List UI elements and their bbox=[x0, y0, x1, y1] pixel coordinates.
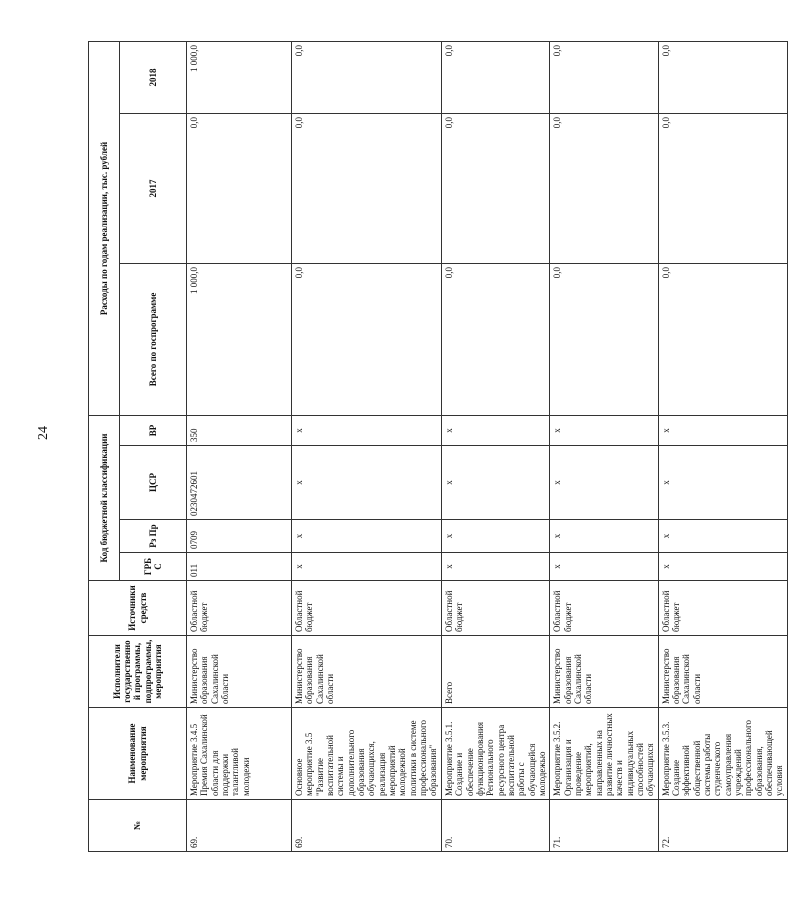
cell-name: Мероприятие 3.5.1. Создание и обеспечение функционирования Регионального ресурсного центра воспитательной работы с обучающейся молодежью bbox=[441, 708, 549, 800]
cell-csr: x bbox=[441, 446, 549, 520]
cell-vr: x bbox=[292, 415, 442, 445]
header-name: Наименование мероприятия bbox=[89, 708, 187, 800]
cell-executor: Министерство образования Сахалинской области bbox=[658, 636, 787, 708]
header-row-top bbox=[89, 41, 120, 851]
cell-csr: x bbox=[550, 446, 658, 520]
table-row bbox=[441, 41, 549, 851]
cell-num: 69. bbox=[292, 800, 442, 852]
header-num: № bbox=[89, 800, 187, 852]
cell-grbs: 011 bbox=[187, 553, 292, 581]
header-budget-code: Код бюджетной классификации bbox=[89, 415, 120, 580]
cell-rzpr: 0709 bbox=[187, 520, 292, 553]
header-rzpr: Рз Пр bbox=[120, 520, 187, 553]
cell-2018: 0,0 bbox=[292, 41, 442, 113]
cell-executor: Всего bbox=[441, 636, 549, 708]
cell-num: 70. bbox=[441, 800, 549, 852]
cell-2018: 0,0 bbox=[441, 41, 549, 113]
cell-source: Областной бюджет bbox=[550, 581, 658, 636]
cell-source: Областной бюджет bbox=[441, 581, 549, 636]
header-2017: 2017 bbox=[120, 113, 187, 263]
cell-rzpr: x bbox=[550, 520, 658, 553]
cell-name: Мероприятие 3.5.3. Создание эффективной общественной системы работы студенческого самоуправления учреждений профессионального образования, обеспечивающей условия bbox=[658, 708, 787, 800]
table-row bbox=[550, 41, 658, 851]
header-grbs: ГРБС bbox=[120, 553, 187, 581]
cell-total: 0,0 bbox=[658, 263, 787, 415]
page-number: 24 bbox=[36, 426, 51, 440]
cell-name: Мероприятие 3.5.2. Организация и проведение мероприятий, направленных на развитие личностных качеств и индивидуальных способностей обучающихся bbox=[550, 708, 658, 800]
header-executors: Исполнители государственной программы, подпрограммы, мероприятия bbox=[89, 636, 187, 708]
cell-csr: x bbox=[292, 446, 442, 520]
cell-2017: 0,0 bbox=[658, 113, 787, 263]
cell-grbs: x bbox=[441, 553, 549, 581]
cell-rzpr: x bbox=[292, 520, 442, 553]
cell-vr: x bbox=[441, 415, 549, 445]
table-row bbox=[292, 41, 442, 851]
cell-csr: 0230472601 bbox=[187, 446, 292, 520]
cell-2018: 1 000,0 bbox=[187, 41, 292, 113]
header-expenses: Расходы по годам реализации, тыс. рублей bbox=[89, 41, 120, 415]
cell-source: Областной бюджет bbox=[292, 581, 442, 636]
cell-2018: 0,0 bbox=[550, 41, 658, 113]
cell-total: 0,0 bbox=[550, 263, 658, 415]
cell-total: 0,0 bbox=[292, 263, 442, 415]
cell-num: 69. bbox=[187, 800, 292, 852]
cell-2017: 0,0 bbox=[441, 113, 549, 263]
cell-csr: x bbox=[658, 446, 787, 520]
cell-source: Областной бюджет bbox=[187, 581, 292, 636]
header-total: Всего по госпрограмме bbox=[120, 263, 187, 415]
cell-executor: Министерство образования Сахалинской области bbox=[187, 636, 292, 708]
cell-total: 0,0 bbox=[441, 263, 549, 415]
cell-2017: 0,0 bbox=[187, 113, 292, 263]
cell-vr: x bbox=[658, 415, 787, 445]
cell-vr: x bbox=[550, 415, 658, 445]
budget-table bbox=[88, 41, 788, 852]
header-2018: 2018 bbox=[120, 41, 187, 113]
cell-vr: 350 bbox=[187, 415, 292, 445]
cell-rzpr: x bbox=[441, 520, 549, 553]
cell-2018: 0,0 bbox=[658, 41, 787, 113]
cell-grbs: x bbox=[550, 553, 658, 581]
cell-2017: 0,0 bbox=[292, 113, 442, 263]
cell-num: 71. bbox=[550, 800, 658, 852]
header-vr: ВР bbox=[120, 415, 187, 445]
cell-num: 72. bbox=[658, 800, 787, 852]
table-row bbox=[187, 41, 292, 851]
rotated-table-container bbox=[88, 42, 785, 852]
cell-rzpr: x bbox=[658, 520, 787, 553]
cell-grbs: x bbox=[658, 553, 787, 581]
table-row bbox=[658, 41, 787, 851]
header-csr: ЦСР bbox=[120, 446, 187, 520]
cell-name: Мероприятие 3.4.5 Премия Сахалинской области для поддержки талантливой молодежи bbox=[187, 708, 292, 800]
header-sources: Источники средств bbox=[89, 581, 187, 636]
cell-executor: Министерство образования Сахалинской области bbox=[550, 636, 658, 708]
cell-2017: 0,0 bbox=[550, 113, 658, 263]
cell-source: Областной бюджет bbox=[658, 581, 787, 636]
cell-name: Основное мероприятие 3.5 "Развитие воспитательной системы и дополнительного образования обучающихся, реализация мероприятий молодежной политики в системе профессионального образования" bbox=[292, 708, 442, 800]
cell-total: 1 000,0 bbox=[187, 263, 292, 415]
cell-grbs: x bbox=[292, 553, 442, 581]
cell-executor: Министерство образования Сахалинской области bbox=[292, 636, 442, 708]
